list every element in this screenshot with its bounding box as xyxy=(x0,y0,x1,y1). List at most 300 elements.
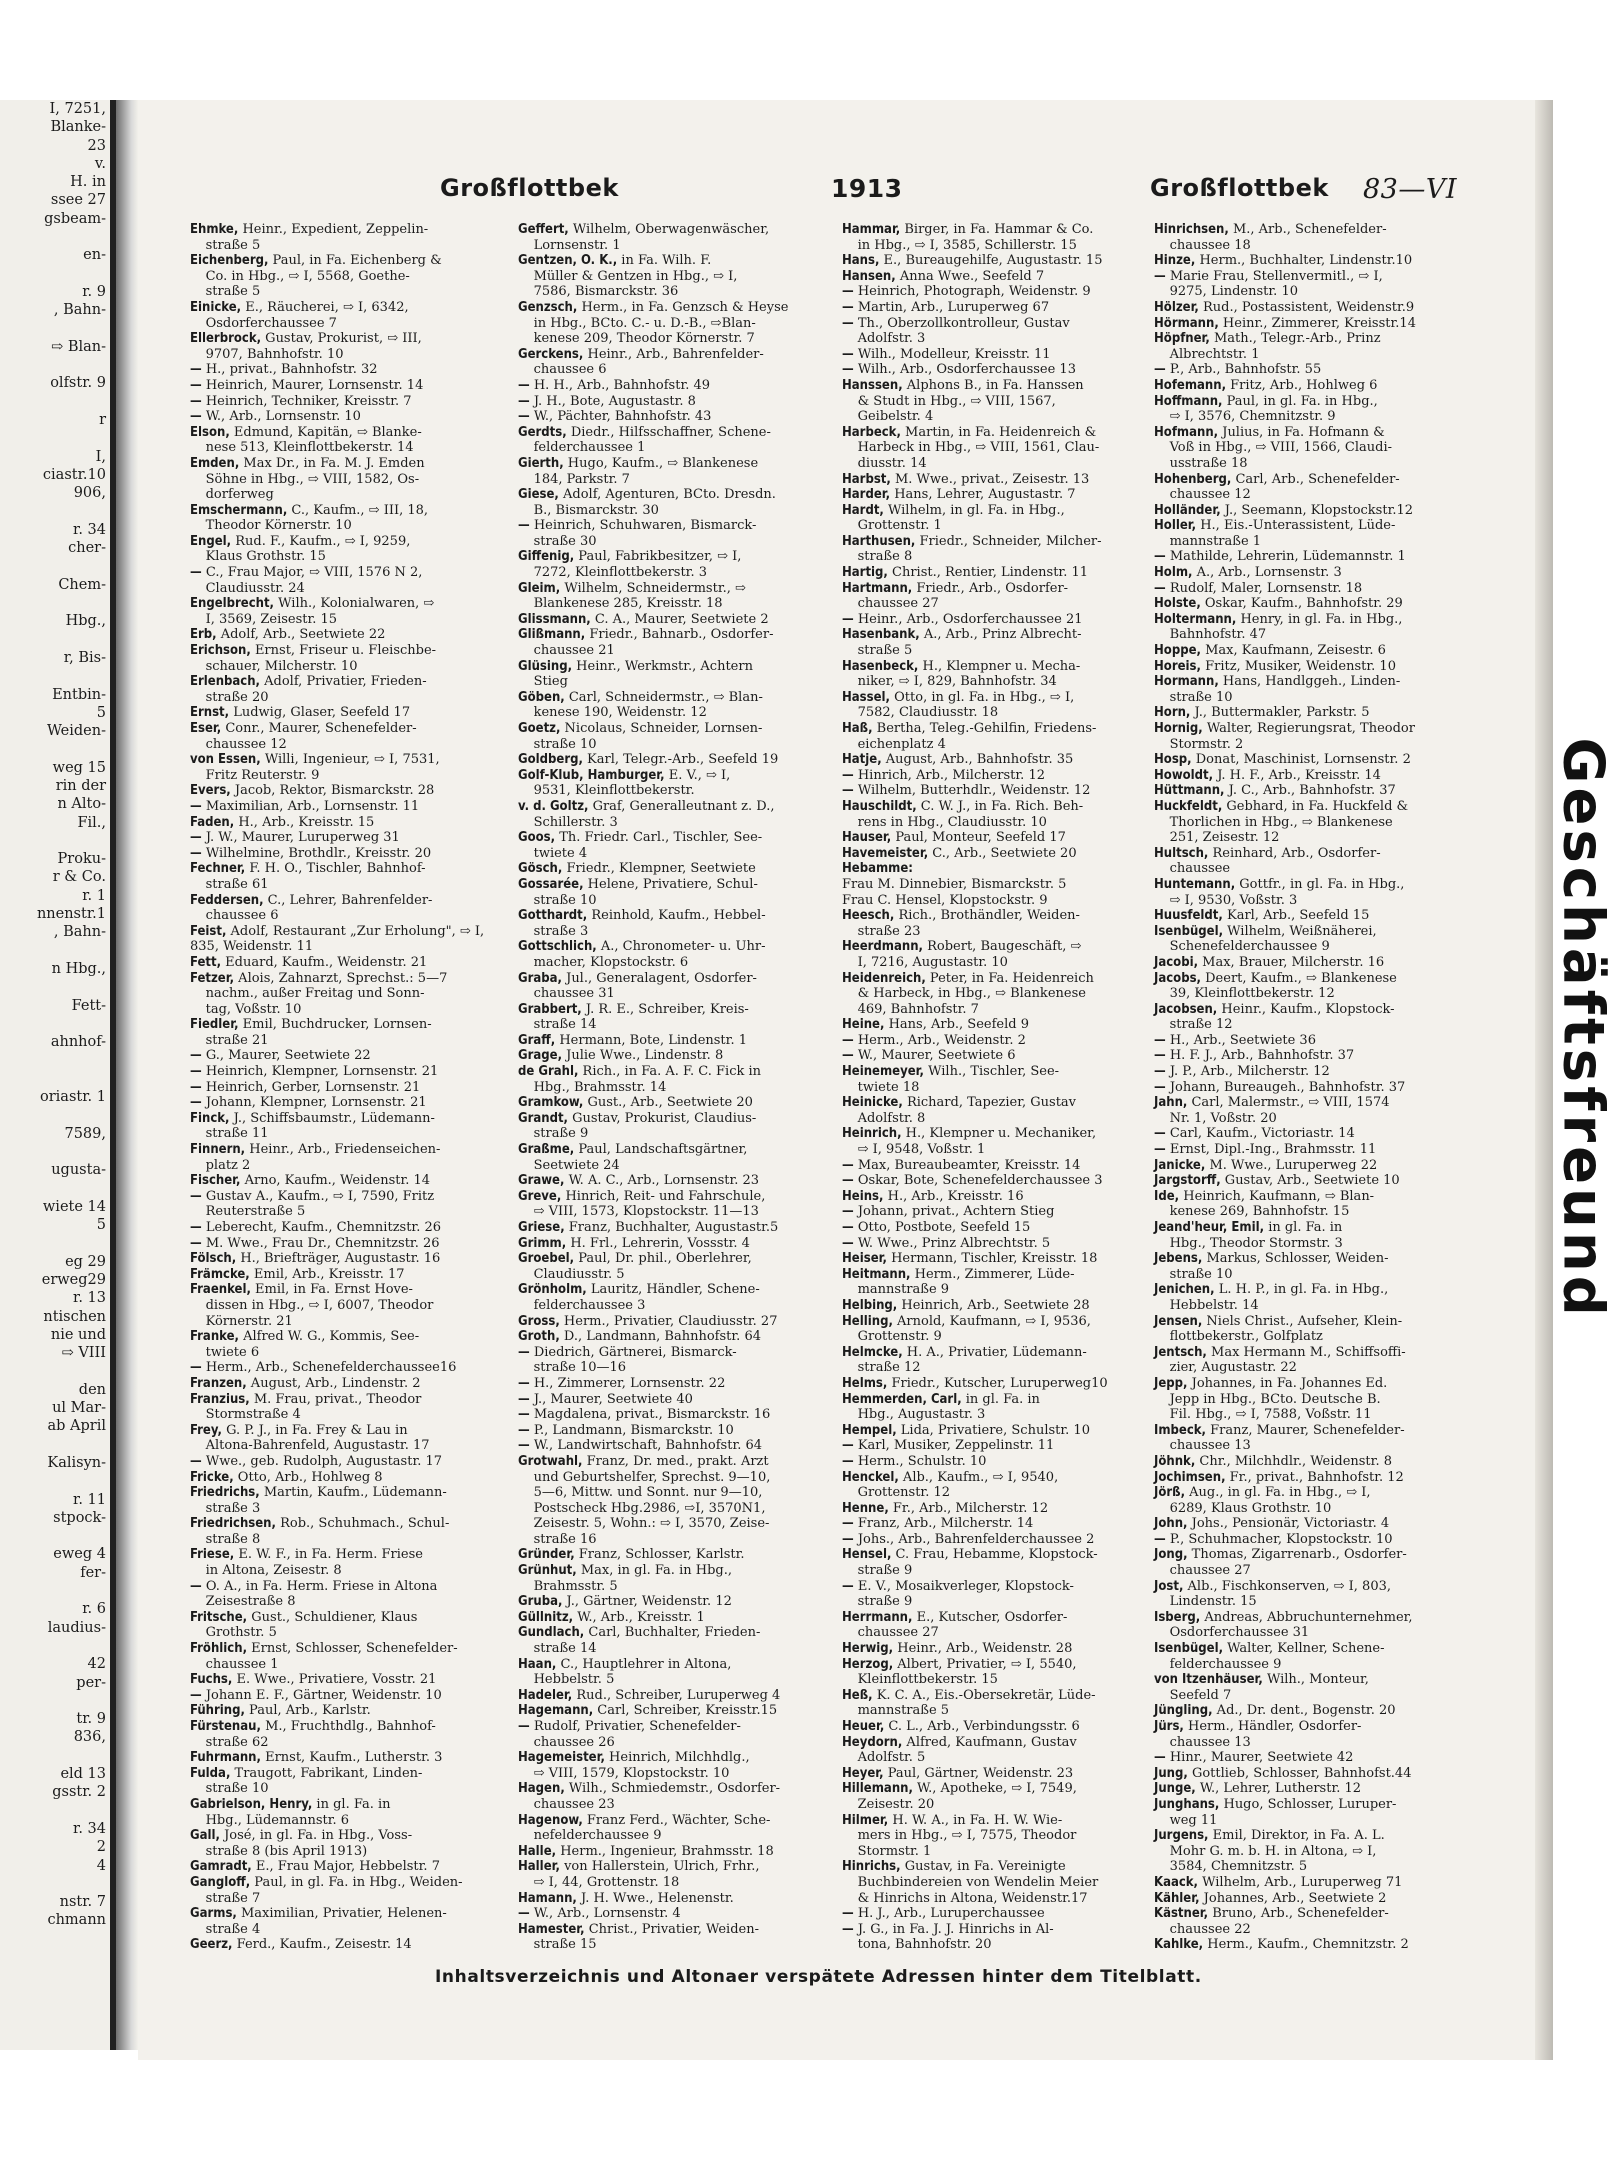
directory-entry xyxy=(842,627,1142,658)
entry-name: — xyxy=(518,377,530,393)
entry-name: Grönholm, xyxy=(518,1282,587,1298)
directory-entry xyxy=(1154,1641,1454,1672)
entry-continuation: in Hbg., BCto. C.- u. D.-B., ⇨Blan- xyxy=(533,315,756,331)
entry-details: Fr., privat., Bahnhofstr. 12 xyxy=(1225,1469,1404,1485)
entry-continuation: zier, Augustastr. 22 xyxy=(1169,1360,1297,1376)
entry-details: Julie Wwe., Lindenstr. 8 xyxy=(562,1048,724,1064)
directory-entry xyxy=(518,1002,818,1033)
entry-details: Karl, Telegr.-Arb., Seefeld 19 xyxy=(582,752,779,768)
directory-entry xyxy=(842,1813,1142,1860)
directory-column-2 xyxy=(518,222,818,1953)
entry-continuation: Theodor Körnerstr. 10 xyxy=(205,518,352,534)
directory-entry xyxy=(1154,503,1454,519)
entry-details: Andreas, Abbruchunternehmer, xyxy=(1200,1609,1413,1625)
entry-name: Hoppe, xyxy=(1154,643,1201,659)
directory-entry xyxy=(518,971,818,1002)
sliver-line xyxy=(0,740,110,758)
entry-details: Henry, in gl. Fa. in Hbg., xyxy=(1236,611,1403,627)
sliver-line: n Alto- xyxy=(57,796,106,813)
entry-details: Emil, Arb., Kreisstr. 17 xyxy=(249,1266,405,1282)
directory-entry xyxy=(842,347,1142,363)
entry-details: Herm., Ingenieur, Brahmsstr. 18 xyxy=(556,1843,774,1859)
entry-continuation: straße 14 xyxy=(533,1641,597,1657)
entry-name: Franzius, xyxy=(190,1391,250,1407)
entry-details: Walter, Kellner, Schene- xyxy=(1223,1641,1385,1657)
entry-details: M., Fruchthdlg., Bahnhof- xyxy=(260,1719,436,1734)
directory-entry xyxy=(518,627,818,658)
entry-details: E. V., ⇨ I, xyxy=(664,767,731,783)
directory-entry xyxy=(518,1407,818,1423)
entry-continuation: & Studt in Hbg., ⇨ VIII, 1567, xyxy=(857,393,1056,409)
directory-entry xyxy=(842,581,1142,612)
directory-entry xyxy=(1154,1095,1454,1126)
directory-entry xyxy=(842,1236,1142,1252)
entry-details: J. H., Bote, Augustastr. 8 xyxy=(529,393,696,409)
directory-entry xyxy=(518,1345,818,1376)
entry-name: — xyxy=(1154,1531,1166,1547)
entry-name: — xyxy=(190,1188,202,1204)
entry-continuation: Geibelstr. 4 xyxy=(857,409,934,425)
directory-column-1 xyxy=(190,222,490,1953)
entry-name: Finck, xyxy=(190,1110,230,1126)
directory-entry xyxy=(190,1610,490,1641)
entry-details: H., Zimmerer, Lornsenstr. 22 xyxy=(529,1375,726,1391)
entry-details: Martin, in Fa. Heidenreich & xyxy=(900,424,1097,440)
entry-name: Hörmann, xyxy=(1154,315,1219,331)
entry-details: Johs., Pensionär, Victoriastr. 4 xyxy=(1187,1516,1390,1532)
entry-name: Fischer, xyxy=(190,1173,241,1189)
entry-continuation: Grottenstr. 1 xyxy=(857,518,942,534)
entry-name: Hagemann, xyxy=(518,1703,594,1719)
entry-details: Heinr., Arb., Friedenseichen- xyxy=(245,1142,441,1158)
entry-details: Richard, Tapezier, Gustav xyxy=(902,1095,1077,1111)
entry-name: Frey, xyxy=(190,1422,222,1438)
entry-details: Birger, in Fa. Hammar & Co. xyxy=(900,222,1094,237)
entry-continuation: Albrechtstr. 1 xyxy=(1169,346,1260,362)
entry-continuation: straße 10 xyxy=(533,736,597,752)
directory-entry xyxy=(518,1859,818,1890)
entry-name: Hauschildt, xyxy=(842,798,917,814)
entry-continuation: chaussee 13 xyxy=(1169,1438,1251,1454)
entry-details: J., Buttermakler, Parkstr. 5 xyxy=(1190,705,1370,721)
entry-details: Heinrich, Arb., Seetwiete 28 xyxy=(897,1297,1090,1313)
entry-name: — xyxy=(190,409,202,425)
sliver-line: r. 13 xyxy=(72,1290,106,1307)
entry-name: Helling, xyxy=(842,1313,893,1329)
directory-entry xyxy=(518,347,818,378)
entry-details: Franz, Arb., Milcherstr. 14 xyxy=(853,1516,1034,1532)
entry-continuation: Hebbelstr. 5 xyxy=(533,1672,615,1688)
entry-name: — xyxy=(518,518,530,534)
sliver-line xyxy=(0,594,110,612)
entry-name: Jörß, xyxy=(1154,1485,1186,1501)
sliver-line: I, xyxy=(95,448,106,465)
entry-details: Wilhelm, Arb., Luruperweg 71 xyxy=(1198,1874,1403,1890)
entry-continuation: macher, Klopstockstr. 6 xyxy=(533,954,689,970)
entry-details: W., Arb., Lornsenstr. 10 xyxy=(201,409,361,425)
entry-details: J. C., Arb., Bahnhofstr. 37 xyxy=(1224,783,1396,799)
directory-entry xyxy=(518,1438,818,1454)
entry-name: Einicke, xyxy=(190,299,242,315)
entry-details: Herm., Privatier, Claudiusstr. 27 xyxy=(559,1313,778,1329)
sliver-line: r. 34 xyxy=(72,1820,106,1837)
entry-details: Frau M. Dinnebier, Bismarckstr. 5 xyxy=(842,876,1067,892)
entry-name: Gramkow, xyxy=(518,1095,584,1111)
entry-details: Heinrich, Techniker, Kreisstr. 7 xyxy=(201,393,412,409)
entry-name: Harbeck, xyxy=(842,424,901,440)
entry-details: E., Kutscher, Osdorfer- xyxy=(912,1609,1068,1625)
sliver-line xyxy=(0,1143,110,1161)
entry-continuation: Zeisestr. 5, Wohn.: ⇨ I, 3570, Zeise- xyxy=(533,1516,770,1532)
entry-continuation: 7272, Kleinflottbekerstr. 3 xyxy=(533,565,707,581)
directory-entry xyxy=(190,565,490,596)
directory-entry xyxy=(518,1251,818,1282)
entry-name: Hanssen, xyxy=(842,377,903,393)
entry-details: Gottlieb, Schlosser, Bahnhofst.44 xyxy=(1187,1765,1412,1781)
sliver-line: laudius- xyxy=(47,1619,106,1636)
entry-name: Eichenberg, xyxy=(190,253,269,269)
directory-entry xyxy=(842,1033,1142,1049)
entry-details: C., Kaufm., ⇨ III, 18, xyxy=(287,502,429,518)
directory-entry xyxy=(518,1844,818,1860)
entry-name: Gründer, xyxy=(518,1547,575,1563)
entry-continuation: 9275, Lindenstr. 10 xyxy=(1169,284,1298,300)
entry-details: Eduard, Kaufm., Weidenstr. 21 xyxy=(221,954,428,970)
entry-continuation: straße 9 xyxy=(857,1563,913,1579)
entry-details: H., privat., Bahnhofstr. 32 xyxy=(201,362,378,378)
entry-name: Grünhut, xyxy=(518,1563,577,1579)
entry-continuation: Altona-Bahrenfeld, Augustastr. 17 xyxy=(205,1438,430,1454)
directory-entry xyxy=(190,971,490,1018)
entry-continuation: chaussee 26 xyxy=(533,1734,615,1750)
entry-name: Jurgens, xyxy=(1154,1828,1209,1844)
entry-name: Ellerbrock, xyxy=(190,331,262,347)
directory-entry xyxy=(1154,222,1454,253)
entry-name: — xyxy=(190,1360,202,1376)
entry-details: E., Frau Major, Hebbelstr. 7 xyxy=(251,1859,440,1875)
entry-details: Robert, Baugeschäft, ⇨ xyxy=(922,939,1082,955)
entry-name: Kästner, xyxy=(1154,1906,1209,1922)
entry-name: Groebel, xyxy=(518,1251,575,1267)
entry-continuation: 251, Zeisestr. 12 xyxy=(1169,830,1280,846)
entry-name: Jochimsen, xyxy=(1154,1469,1226,1485)
entry-details: Ernst, Dipl.-Ing., Brahmsstr. 11 xyxy=(1165,1142,1377,1158)
entry-details: Gustav, in Fa. Vereinigte xyxy=(900,1859,1066,1875)
entry-details: Leberecht, Kaufm., Chemnitzstr. 26 xyxy=(201,1220,442,1235)
directory-entry xyxy=(190,1579,490,1610)
directory-entry xyxy=(1154,1781,1454,1797)
directory-entry xyxy=(842,1220,1142,1236)
previous-page-sliver xyxy=(0,100,116,2050)
directory-entry xyxy=(842,877,1142,893)
entry-name: Graßme, xyxy=(518,1142,575,1158)
entry-name: Elson, xyxy=(190,424,230,440)
entry-continuation: Buchbindereien von Wendelin Meier xyxy=(857,1874,1099,1890)
entry-continuation: chaussee 18 xyxy=(1169,237,1251,253)
entry-continuation: chaussee 12 xyxy=(1169,487,1251,503)
entry-name: — xyxy=(518,1422,530,1438)
sliver-line xyxy=(0,1875,110,1893)
directory-entry xyxy=(842,1345,1142,1376)
entry-details: Lauritz, Händler, Schene- xyxy=(586,1282,760,1298)
sliver-line: r. 34 xyxy=(72,521,106,538)
entry-details: G., Maurer, Seetwiete 22 xyxy=(201,1048,371,1064)
entry-details: Wilh., Tischler, See- xyxy=(923,1064,1060,1080)
sliver-line xyxy=(0,1362,110,1380)
entry-details: Herm., Zimmerer, Lüde- xyxy=(910,1266,1075,1282)
entry-name: Jong, xyxy=(1154,1547,1188,1563)
entry-details: E. Wwe., Privatiere, Vosstr. 21 xyxy=(232,1672,437,1688)
entry-name: Heuer, xyxy=(842,1719,885,1734)
entry-continuation: Osdorferchaussee 31 xyxy=(1169,1625,1310,1641)
directory-entry xyxy=(1154,1719,1454,1750)
entry-continuation: Hebbelstr. 14 xyxy=(1169,1297,1259,1313)
entry-continuation: I, 3569, Zeisestr. 15 xyxy=(205,611,338,627)
directory-entry xyxy=(842,939,1142,970)
entry-name: Gösch, xyxy=(518,861,563,877)
directory-entry xyxy=(1154,1345,1454,1376)
sliver-line: nnenstr.1 xyxy=(36,906,106,923)
entry-name: Holler, xyxy=(1154,518,1197,534)
entry-details: Markus, Schlosser, Weiden- xyxy=(1202,1251,1389,1267)
entry-continuation: Thorlichen in Hbg., ⇨ Blankenese xyxy=(1169,814,1393,830)
entry-details: Johann, Bureaugeh., Bahnhofstr. 37 xyxy=(1165,1079,1406,1095)
entry-continuation: straße 61 xyxy=(205,876,269,892)
entry-continuation: straße 3 xyxy=(205,1500,261,1516)
sliver-line: Fett- xyxy=(71,997,106,1014)
entry-name: Grandt, xyxy=(518,1110,568,1126)
entry-name: Helbing, xyxy=(842,1297,898,1313)
entry-details: Friedr., Bahnarb., Osdorfer- xyxy=(585,627,774,643)
directory-entry xyxy=(842,1189,1142,1205)
directory-entry xyxy=(518,1922,818,1953)
entry-details: Maximilian, Privatier, Helenen- xyxy=(236,1906,447,1922)
entry-details: Max Dr., in Fa. M. J. Emden xyxy=(239,455,425,471)
directory-entry xyxy=(842,1579,1142,1610)
entry-name: Haan, xyxy=(518,1656,557,1672)
entry-name: Helms, xyxy=(842,1375,888,1391)
sliver-line: stpock- xyxy=(53,1509,106,1526)
entry-details: Hans, Handlggeh., Linden- xyxy=(1218,674,1401,690)
entry-name: Grimm, xyxy=(518,1235,567,1251)
directory-entry xyxy=(842,1735,1142,1766)
directory-entry xyxy=(518,1282,818,1313)
entry-name: Imbeck, xyxy=(1154,1422,1206,1438)
entry-continuation: & Hinrichs in Altona, Weidenstr.17 xyxy=(857,1890,1088,1906)
entry-continuation: chaussee 23 xyxy=(533,1796,615,1812)
entry-details: Arno, Kaufm., Weidenstr. 14 xyxy=(240,1173,431,1189)
entry-continuation: Osdorferchaussee 7 xyxy=(205,315,337,331)
entry-continuation: weg 11 xyxy=(1169,1812,1218,1828)
directory-entry xyxy=(842,1064,1142,1095)
entry-details: Diedrich, Gärtnerei, Bismarck- xyxy=(529,1344,737,1360)
entry-name: Fritsche, xyxy=(190,1609,248,1625)
entry-details: J., Gärtner, Weidenstr. 12 xyxy=(562,1594,732,1610)
directory-entry xyxy=(842,1922,1142,1953)
entry-details: Paul, in gl. Fa. in Hbg., Weiden- xyxy=(250,1874,463,1890)
entry-details: Hans, Arb., Seefeld 9 xyxy=(884,1017,1029,1033)
directory-entry xyxy=(190,846,490,862)
sliver-line: I, 7251, xyxy=(49,101,106,117)
entry-name: Gall, xyxy=(190,1828,220,1844)
entry-name: Heerdmann, xyxy=(842,939,923,955)
entry-name: Hensel, xyxy=(842,1547,892,1563)
entry-details: Oskar, Bote, Schenefelderchaussee 3 xyxy=(853,1173,1103,1189)
entry-name: Hofemann, xyxy=(1154,377,1227,393)
entry-name: Heine, xyxy=(842,1017,885,1033)
entry-name: Hebamme: xyxy=(842,861,913,877)
entry-continuation: 6289, Klaus Grothstr. 10 xyxy=(1169,1500,1332,1516)
directory-entry xyxy=(190,1376,490,1392)
entry-name: Holtermann, xyxy=(1154,611,1237,627)
directory-entry xyxy=(190,1766,490,1797)
entry-continuation: ⇨ I, 9548, Voßstr. 1 xyxy=(857,1142,986,1158)
directory-entry xyxy=(518,456,818,487)
entry-name: — xyxy=(842,362,854,378)
entry-continuation: chaussee 22 xyxy=(1169,1921,1251,1937)
directory-entry xyxy=(190,1875,490,1906)
entry-continuation: chaussee 27 xyxy=(857,596,939,612)
entry-details: Walter, Regierungsrat, Theodor xyxy=(1202,721,1415,736)
entry-name: Halle, xyxy=(518,1843,557,1859)
sliver-line xyxy=(0,1692,110,1710)
entry-name: Griese, xyxy=(518,1220,565,1235)
directory-entry xyxy=(842,534,1142,565)
entry-continuation: ⇨ I, 3576, Chemnitzstr. 9 xyxy=(1169,409,1336,425)
directory-entry xyxy=(518,1781,818,1812)
entry-name: — xyxy=(190,565,202,581)
directory-entry xyxy=(1154,300,1454,316)
entry-details: Max, Bureaubeamter, Kreisstr. 14 xyxy=(853,1157,1081,1173)
entry-name: Glissmann, xyxy=(518,611,591,627)
entry-details: Heinr., Arb., Osdorferchaussee 21 xyxy=(853,611,1083,627)
entry-name: Hillemann, xyxy=(842,1781,913,1797)
directory-entry xyxy=(842,1766,1142,1782)
entry-name: Haller, xyxy=(518,1859,560,1875)
directory-entry xyxy=(842,783,1142,799)
entry-name: Hinrichs, xyxy=(842,1859,901,1875)
entry-details: Herm., Händler, Osdorfer- xyxy=(1183,1719,1362,1734)
entry-name: Heinicke, xyxy=(842,1095,903,1111)
entry-continuation: mannstraße 9 xyxy=(857,1282,950,1298)
entry-details: Gebhard, in Fa. Huckfeld & xyxy=(1222,798,1409,814)
entry-name: Grawe, xyxy=(518,1173,565,1189)
entry-details: Reinhard, Arb., Osdorfer- xyxy=(1208,845,1381,861)
sliver-line: weg 15 xyxy=(52,759,106,776)
directory-entry xyxy=(1154,269,1454,300)
sliver-line xyxy=(0,228,110,246)
entry-name: Harthusen, xyxy=(842,533,916,549)
entry-details: Jacob, Rektor, Bismarckstr. 28 xyxy=(230,783,435,799)
entry-name: Gotthardt, xyxy=(518,908,588,924)
entry-name: — xyxy=(190,1048,202,1064)
directory-entry xyxy=(190,1048,490,1064)
entry-continuation: straße 10 xyxy=(1169,689,1233,705)
entry-details: Rudolf, Privatier, Schenefelder- xyxy=(529,1719,741,1734)
entry-details: Reinhold, Kaufm., Hebbel- xyxy=(587,908,766,924)
entry-continuation: Mohr G. m. b. H. in Altona, ⇨ I, xyxy=(1169,1843,1377,1859)
entry-name: Gangloff, xyxy=(190,1874,251,1890)
entry-details: Alb., Kaufm., ⇨ I, 9540, xyxy=(898,1469,1059,1485)
directory-entry xyxy=(518,1064,818,1095)
entry-continuation: kenese 190, Weidenstr. 12 xyxy=(533,705,707,721)
entry-continuation: Jepp in Hbg., BCto. Deutsche B. xyxy=(1169,1391,1381,1407)
entry-name: Hasenbeck, xyxy=(842,658,919,674)
sliver-line: olfstr. 9 xyxy=(50,375,106,392)
entry-details: in gl. Fa. in xyxy=(1264,1220,1343,1235)
entry-details: Carl, Schneidermstr., ⇨ Blan- xyxy=(564,689,763,705)
sliver-line xyxy=(0,1637,110,1655)
entry-details: Otto, in gl. Fa. in Hbg., ⇨ I, xyxy=(890,689,1075,705)
directory-entry xyxy=(842,1532,1142,1548)
entry-details: Thomas, Zigarrenarb., Osdorfer- xyxy=(1187,1547,1407,1563)
entry-continuation: 9531, Kleinflottbekerstr. xyxy=(533,783,695,799)
directory-entry xyxy=(518,908,818,939)
entry-details: Helene, Privatiere, Schul- xyxy=(583,876,758,892)
sliver-line: 5 xyxy=(96,704,106,721)
sliver-line: ciastr.10 xyxy=(42,466,106,483)
directory-entry xyxy=(842,846,1142,862)
entry-name: Kaack, xyxy=(1154,1874,1198,1890)
entry-details: J., Maurer, Seetwiete 40 xyxy=(529,1391,693,1407)
entry-details: Hugo, Kaufm., ⇨ Blankenese xyxy=(563,455,759,471)
entry-details: Chr., Milchhdlr., Weidenstr. 8 xyxy=(1195,1453,1392,1469)
entry-details: J. P., Arb., Milcherstr. 12 xyxy=(1165,1064,1330,1080)
entry-details: Paul, Landschaftsgärtner, xyxy=(574,1142,748,1158)
entry-details: Hermann, Bote, Lindenstr. 1 xyxy=(555,1032,747,1048)
entry-details: Adolf, Restaurant „Zur Erholung", ⇨ I, 835, Weidenstr. 11 xyxy=(190,923,485,955)
directory-entry xyxy=(190,674,490,705)
directory-entry xyxy=(518,1095,818,1111)
directory-entry xyxy=(190,1859,490,1875)
directory-entry xyxy=(842,893,1142,909)
sliver-line xyxy=(0,503,110,521)
book-gutter xyxy=(116,100,138,2050)
entry-details: Lida, Privatiere, Schulstr. 10 xyxy=(896,1422,1090,1438)
directory-entry xyxy=(1154,565,1454,581)
entry-name: Hohenberg, xyxy=(1154,471,1232,487)
entry-details: Wilh., Monteur, xyxy=(1262,1672,1369,1688)
directory-entry xyxy=(842,1298,1142,1314)
directory-entry xyxy=(1154,1828,1454,1875)
entry-continuation: Harbeck in Hbg., ⇨ VIII, 1561, Clau- xyxy=(857,440,1100,456)
directory-entry xyxy=(842,1641,1142,1657)
entry-details: Alb., Fischkonserven, ⇨ I, 803, xyxy=(1183,1578,1391,1594)
directory-entry xyxy=(842,1204,1142,1220)
sliver-line xyxy=(0,1472,110,1490)
directory-entry xyxy=(190,627,490,643)
entry-details: Gust., Arb., Seetwiete 20 xyxy=(583,1095,753,1111)
entry-details: Adolf, Privatier, Frieden- xyxy=(260,674,427,690)
directory-entry xyxy=(518,768,818,799)
directory-entry xyxy=(842,612,1142,628)
entry-details: Fritz, Arb., Hohlweg 6 xyxy=(1226,377,1378,393)
entry-continuation: Schillerstr. 3 xyxy=(533,814,618,830)
entry-name: Golf-Klub, Hamburger, xyxy=(518,767,665,783)
entry-details: Herm., Arb., Weidenstr. 2 xyxy=(853,1032,1026,1048)
entry-continuation: usstraße 18 xyxy=(1169,455,1248,471)
entry-details: M. Frau, privat., Theodor xyxy=(249,1391,422,1407)
entry-details: Wilh., Kolonialwaren, ⇨ xyxy=(274,596,435,612)
entry-details: Franz, Maurer, Schenefelder- xyxy=(1206,1422,1405,1438)
entry-name: Heinemeyer, xyxy=(842,1064,924,1080)
entry-continuation: 184, Parkstr. 7 xyxy=(533,471,630,487)
entry-details: W., Arb., Lornsenstr. 4 xyxy=(529,1906,681,1922)
directory-entry xyxy=(1154,721,1454,752)
entry-name: Hagen, xyxy=(518,1781,565,1797)
entry-details: Heinrich, Photograph, Weidenstr. 9 xyxy=(853,284,1091,300)
entry-details: in gl. Fa. in xyxy=(312,1796,391,1812)
